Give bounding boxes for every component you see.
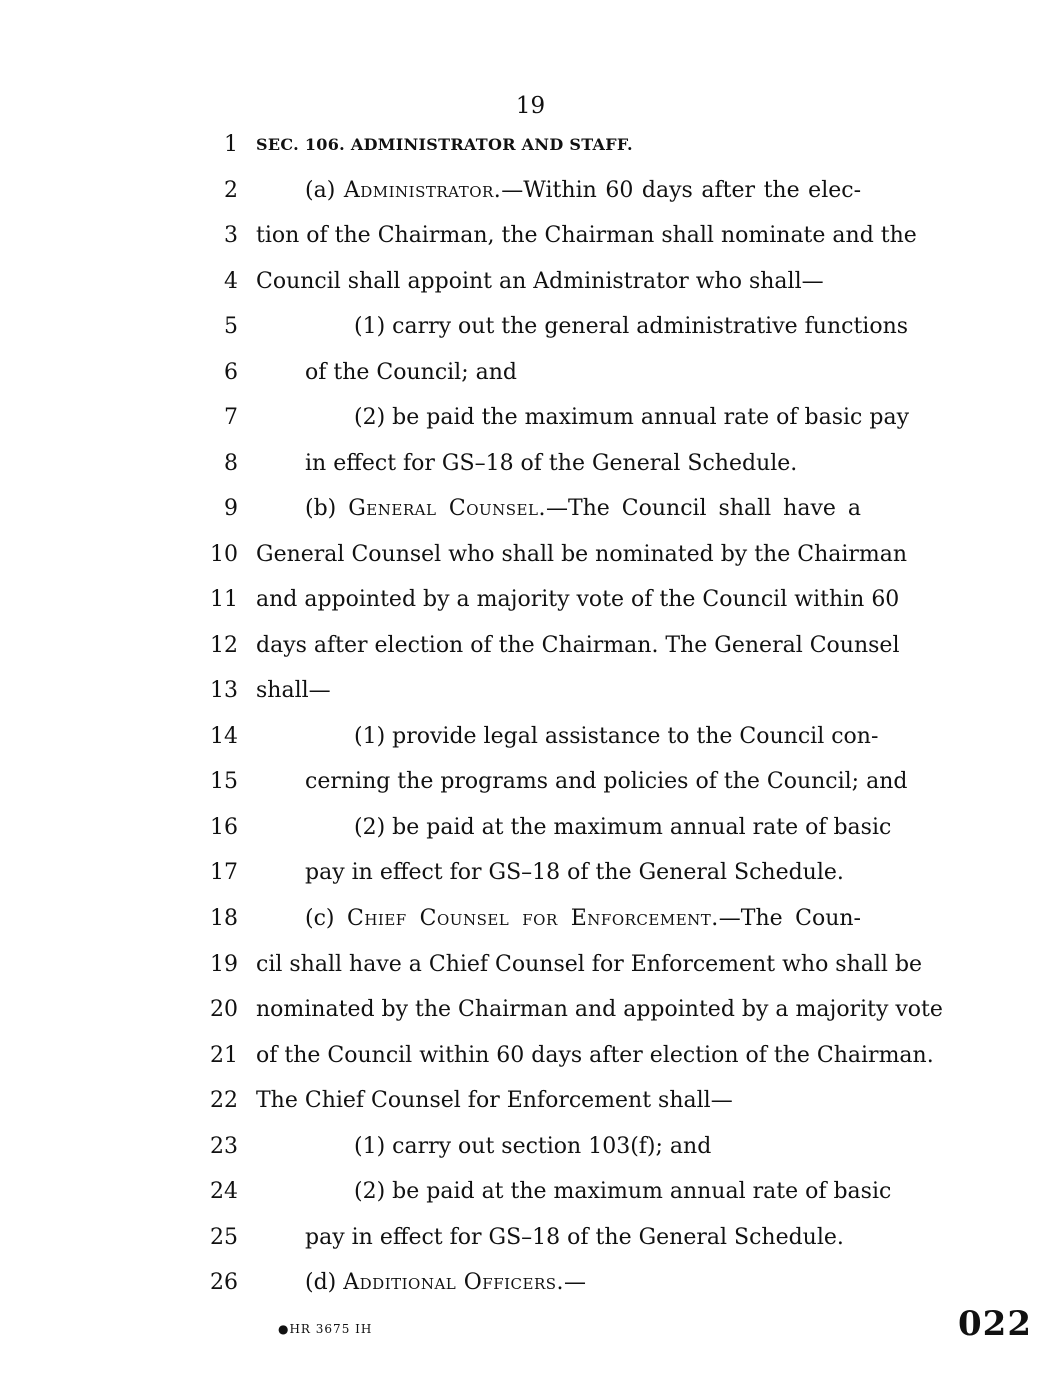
line-number: 22	[210, 1088, 238, 1113]
line-text: General Counsel who shall be nominated by the Chairman	[256, 542, 908, 567]
subsection-label: (b)	[305, 496, 349, 521]
line-text: in effect for GS–18 of the General Schedule.	[305, 451, 798, 476]
line-text: cerning the programs and policies of the Council; and	[305, 769, 908, 794]
line-number: 21	[210, 1043, 238, 1068]
line-text-rest: —Within 60 days after the elec-	[501, 178, 861, 203]
line-text: cil shall have a Chief Counsel for Enforcement who shall be	[256, 952, 923, 977]
line-number: 10	[210, 542, 238, 567]
line-number: 5	[224, 314, 238, 339]
line-number: 26	[210, 1270, 238, 1295]
line-number: 15	[210, 769, 238, 794]
line-number: 25	[210, 1225, 238, 1250]
line-text: pay in effect for GS–18 of the General Schedule.	[305, 1225, 844, 1250]
line-number: 1	[224, 132, 238, 157]
line-number: 2	[224, 178, 238, 203]
line-number: 12	[210, 633, 238, 658]
line-number: 7	[224, 405, 238, 430]
line-text: (2) be paid the maximum annual rate of basic pay	[354, 405, 909, 430]
line-text: of the Council; and	[305, 360, 517, 385]
line-text	[305, 174, 861, 208]
bill-identifier: ●HR 3675 IH	[278, 1322, 373, 1336]
line-number: 20	[210, 997, 238, 1022]
line-number: 16	[210, 815, 238, 840]
line-text: (1) carry out section 103(f); and	[354, 1134, 712, 1159]
line-text	[305, 902, 861, 936]
line-text-rest: —	[564, 1270, 587, 1295]
line-number: 24	[210, 1179, 238, 1204]
line-text: and appointed by a majority vote of the Council within 60	[256, 587, 900, 612]
line-number: 6	[224, 360, 238, 385]
line-text: (1) carry out the general administrative functions	[354, 314, 909, 339]
line-number: 18	[210, 906, 238, 931]
line-number: 9	[224, 496, 238, 521]
line-number: 11	[210, 587, 238, 612]
line-text: of the Council within 60 days after election of the Chairman.	[256, 1043, 934, 1068]
line-text: tion of the Chairman, the Chairman shall nominate and the	[256, 223, 917, 248]
section-heading: SEC. 106. ADMINISTRATOR AND STAFF.	[256, 135, 633, 154]
line-text	[305, 1266, 861, 1300]
line-text-rest: —The Council shall have a	[545, 496, 861, 521]
line-text: (2) be paid at the maximum annual rate of basic	[354, 815, 892, 840]
line-number: 13	[210, 678, 238, 703]
line-text: pay in effect for GS–18 of the General Schedule.	[305, 860, 844, 885]
line-text: nominated by the Chairman and appointed by a majority vote	[256, 997, 943, 1022]
subsection-label: (a)	[305, 178, 344, 203]
page-number: 19	[515, 93, 546, 119]
subsection-heading: Chief Counsel for Enforcement.	[346, 906, 719, 931]
line-text: (2) be paid at the maximum annual rate of basic	[354, 1179, 892, 1204]
subsection-label: (c)	[305, 906, 347, 931]
line-number: 23	[210, 1134, 238, 1159]
subsection-heading: Administrator.	[343, 178, 502, 203]
line-text: (1) provide legal assistance to the Council con-	[354, 724, 879, 749]
page-stamp: 022	[958, 1304, 1032, 1344]
line-text: days after election of the Chairman. The General Counsel	[256, 633, 900, 658]
line-number: 14	[210, 724, 238, 749]
line-text-rest: —The Coun-	[718, 906, 861, 931]
subsection-label: (d)	[305, 1270, 344, 1295]
subsection-heading: Additional Officers.	[343, 1270, 565, 1295]
line-number: 8	[224, 451, 238, 476]
line-text: The Chief Counsel for Enforcement shall—	[256, 1088, 733, 1113]
line-text: Council shall appoint an Administrator who shall—	[256, 269, 824, 294]
line-number: 19	[210, 952, 238, 977]
line-number: 3	[224, 223, 238, 248]
line-number: 17	[210, 860, 238, 885]
subsection-heading: General Counsel.	[348, 496, 546, 521]
line-text: shall—	[256, 678, 331, 703]
line-text	[305, 492, 861, 526]
line-number: 4	[224, 269, 238, 294]
